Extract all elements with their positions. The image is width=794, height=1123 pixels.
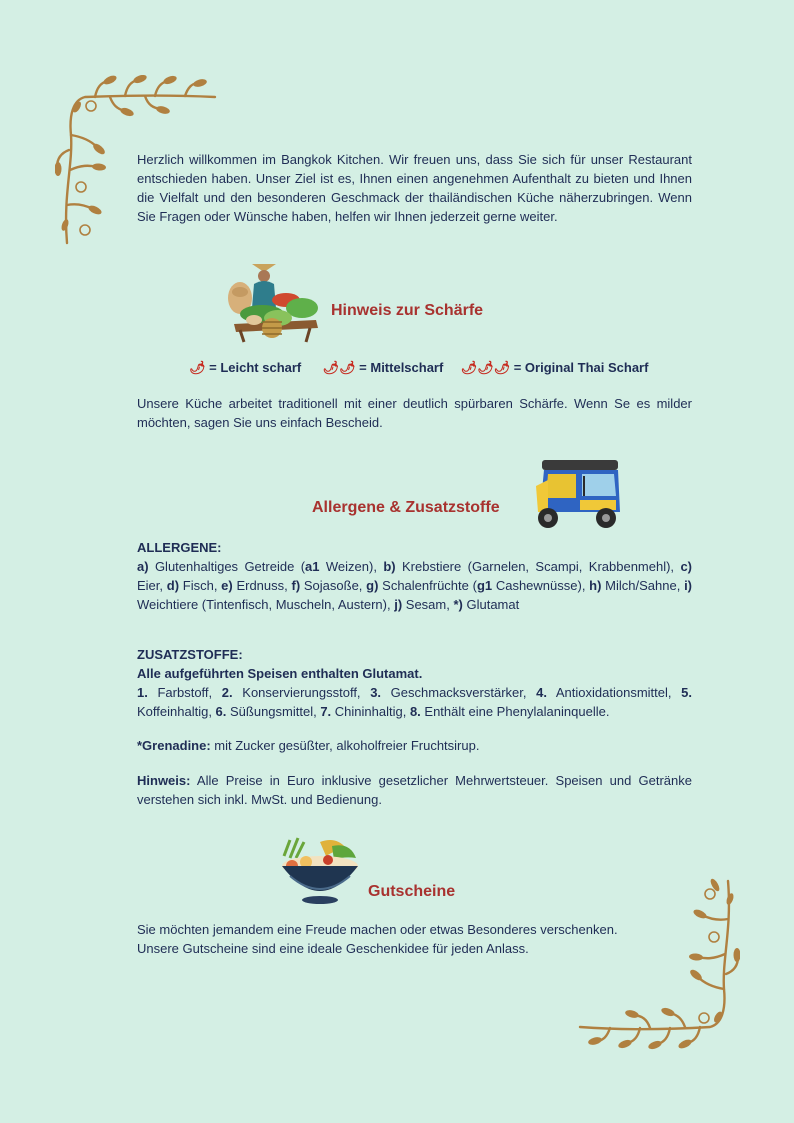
vouchers-heading: Gutscheine — [368, 883, 456, 900]
food-bowl-illustration — [276, 836, 362, 906]
spice-level-hot: = Original Thai Scharf — [513, 360, 649, 375]
intro-text: Herzlich willkommen im Bangkok Kitchen. Wir freuen uns, dass Sie sich für unser Restaurant entschieden haben. Unser Ziel ist es, Ihnen einen angenehmen Aufenthalt zu bieten und Ihnen die Vielfalt und den besonderen Geschmack der thailändischen Küche näherzubringen. Wenn Sie Fragen oder Wünsche haben, helfen wir Ihnen jederzeit gerne weiter. — [137, 152, 692, 224]
allergens-title: ALLERGENE: — [137, 540, 222, 555]
tuk-tuk-illustration — [532, 456, 624, 534]
chili-icon: 🌶🌶🌶 — [460, 360, 511, 375]
spice-level-medium: = Mittelscharf — [359, 360, 444, 375]
allergen-list: a) Glutenhaltiges Getreide (a1 Weizen), b) Krebstiere (Garnelen, Scampi, Krabbenmehl), c) Eier, d) Fisch, e) Erdnuss, f) Sojasoße, g) Schalenfrüchte (g1 Cashewnüsse), h) Milch/Sahne, i) Weichtiere (Tintenfisch, Muscheln, Austern), j) Sesam, *) Glutamat — [137, 559, 693, 612]
floral-ornament-bottom-right — [575, 875, 740, 1050]
vouchers-text: Sie möchten jemandem eine Freude machen oder etwas Besonderes verschenken. Unsere Gutscheine sind eine ideale Geschenkidee für jeden Anlass. — [137, 922, 618, 956]
additives-block — [137, 645, 692, 721]
market-vendor-illustration — [226, 258, 324, 344]
additive-list: 1. Farbstoff, 2. Konservierungsstoff, 3. Geschmacksverstärker, 4. Antioxidationsmittel, 5. Koffeinhaltig, 6. Süßungsmittel, 7. Chininhaltig, 8. Enthält eine Phenylalaninquelle. — [137, 685, 692, 719]
grenadine-note: *Grenadine: mit Zucker gesüßter, alkoholfreier Fruchtsirup. — [137, 738, 480, 753]
additives-subtitle: Alle aufgeführten Speisen enthalten Glutamat. — [137, 666, 423, 681]
chili-icon: 🌶 — [189, 360, 206, 375]
additives-title: ZUSATZSTOFFE: — [137, 647, 243, 662]
spice-text: Unsere Küche arbeitet traditionell mit einer deutlich spürbaren Schärfe. Wenn Se es milder möchten, sagen Sie uns einfach Bescheid. — [137, 396, 692, 430]
allergens-block — [137, 538, 692, 614]
allergens-heading: Allergene & Zusatzstoffe — [312, 499, 500, 516]
price-hint: Hinweis: Alle Preise in Euro inklusive gesetzlicher Mehrwertsteuer. Speisen und Getränke verstehen sich inkl. MwSt. und Bedienung. — [137, 773, 692, 807]
spice-heading: Hinweis zur Schärfe — [331, 302, 484, 319]
spice-level-mild: = Leicht scharf — [209, 360, 302, 375]
spice-legend — [189, 360, 648, 376]
chili-icon: 🌶🌶 — [322, 360, 356, 375]
